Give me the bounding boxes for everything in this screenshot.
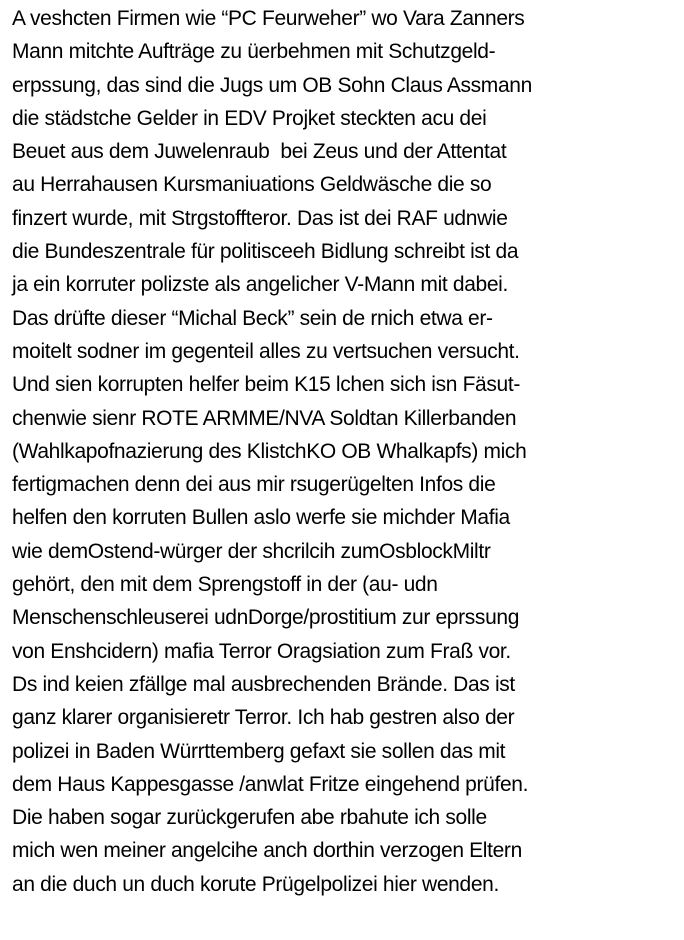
text-line-23: polizei in Baden Würrttemberg gefaxt sie sollen das mit: [12, 739, 506, 763]
text-line-1: A veshcten Firmen wie “PC Feurweher” wo Vara Zanners: [12, 7, 525, 30]
text-line-22: ganz klarer organisieretr Terror. Ich hab gestren also der: [12, 706, 515, 730]
text-line-2: Mann mitchte Aufträge zu üerbehmen mit Schutzgeld-: [12, 40, 496, 64]
text-line-3: erpssung, das sind die Jugs um OB Sohn Claus Assmann: [12, 73, 532, 97]
text-line-21: Ds ind keien zfällge mal ausbrechenden Brände. Das ist: [12, 672, 515, 696]
text-line-10: Das drüfte dieser “Michal Beck” sein de rnich etwa er-: [12, 306, 493, 330]
text-line-17: wie demOstend-würger der shcrilcih zumOsblockMiltr: [12, 539, 491, 563]
body-text: [12, 2, 680, 901]
text-line-27: an die duch un duch korute Prügelpolizei hier wenden.: [12, 872, 499, 896]
text-line-15: fertigmachen denn dei aus mir rsugerügelten Infos die: [12, 473, 496, 497]
text-line-6: au Herrahausen Kursmaniuations Geldwäsche die so: [12, 173, 492, 197]
text-line-11: moitelt sodner im gegenteil alles zu vertsuchen versucht.: [12, 339, 520, 363]
text-line-9: ja ein korruter polizste als angelicher V-Mann mit dabei.: [12, 273, 508, 297]
text-line-26: mich wen meiner angelcihe anch dorthin verzogen Eltern: [12, 839, 522, 863]
text-line-8: die Bundeszentrale für politisceeh Bidlung schreibt ist da: [12, 240, 519, 264]
text-line-7: finzert wurde, mit Strgstoffteror. Das ist dei RAF udnwie: [12, 206, 508, 230]
text-line-20: von Enshcidern) mafia Terror Oragsiation zum Fraß vor.: [12, 639, 511, 663]
text-line-16: helfen den korruten Bullen aslo werfe sie michder Mafia: [12, 506, 510, 530]
text-line-12: Und sien korrupten helfer beim K15 lchen sich isn Fäsut-: [12, 373, 520, 397]
text-line-24: dem Haus Kappesgasse /anwlat Fritze eingehend prüfen.: [12, 772, 529, 796]
text-line-4: die städstche Gelder in EDV Projket steckten acu dei: [12, 106, 487, 130]
text-line-25: Die haben sogar zurückgerufen abe rbahute ich solle: [12, 806, 487, 830]
text-line-19: Menschenschleuserei udnDorge/prostitium zur eprssung: [12, 606, 520, 630]
text-line-5: Beuet aus dem Juwelenraub bei Zeus und der Attentat: [12, 140, 507, 164]
text-line-13: chenwie sienr ROTE ARMME/NVA Soldtan Killerbanden: [12, 406, 517, 430]
text-line-18: gehört, den mit dem Sprengstoff in der (au- udn: [12, 573, 438, 597]
text-line-14: (Wahlkapofnazierung des KlistchKO OB Whalkapfs) mich: [12, 439, 527, 463]
